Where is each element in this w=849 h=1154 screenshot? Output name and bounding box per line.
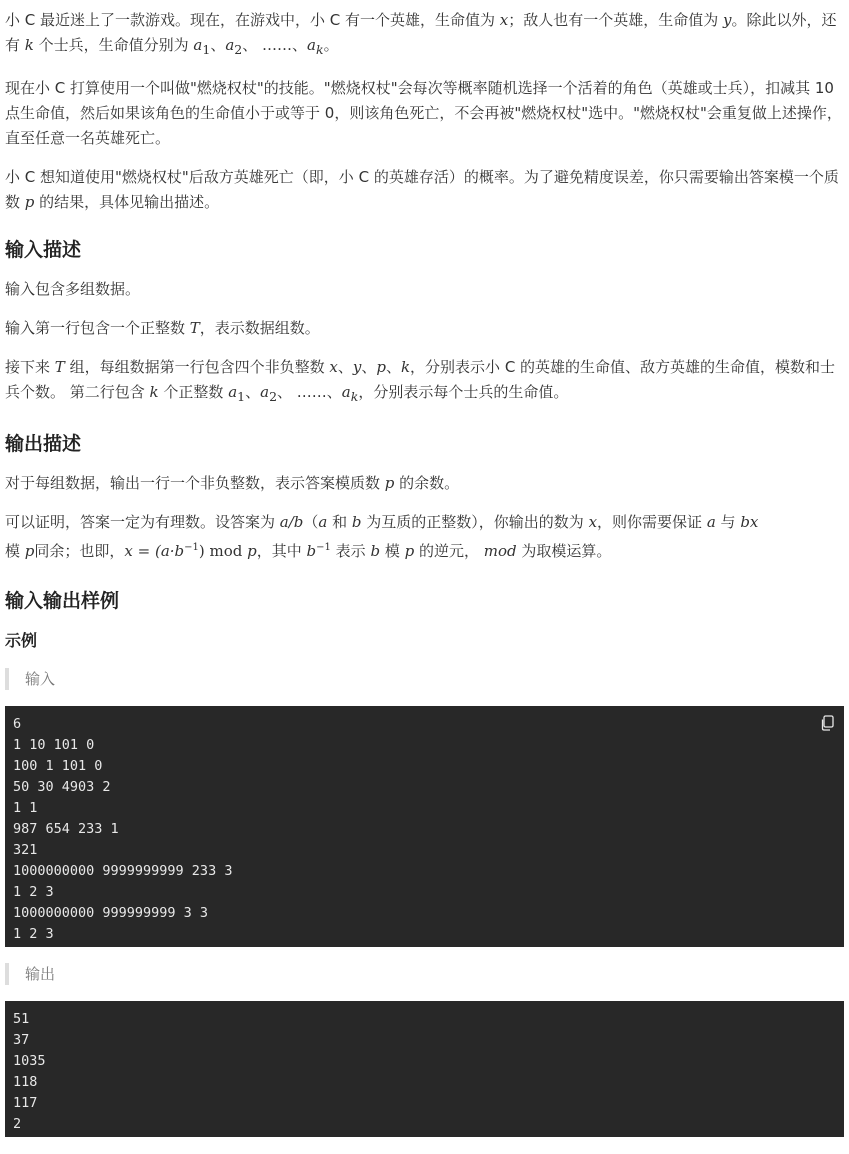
code-line: 2 — [13, 1116, 22, 1132]
text: 、 — [385, 358, 401, 376]
text: 小 C 最近迷上了一款游戏。现在，在游戏中，小 C 有一个英雄，生命值为 — [5, 11, 500, 29]
text: 、 — [210, 36, 226, 54]
math-a: a — [225, 36, 235, 54]
copy-icon[interactable] — [820, 715, 834, 731]
math-formula: x = (a·b — [124, 542, 185, 560]
text: 表示 — [330, 542, 371, 560]
math-p: p — [247, 542, 257, 560]
text: 的结果，具体见输出描述。 — [34, 193, 220, 211]
math-sub: k — [350, 389, 359, 404]
input-paragraph-3 — [5, 355, 844, 409]
code-line: 1 10 101 0 — [13, 737, 95, 753]
math-y: y — [723, 11, 732, 29]
text: 。 — [323, 36, 339, 54]
math-T: T — [189, 319, 200, 337]
text: 个士兵，生命值分别为 — [33, 36, 194, 54]
text: 、 — [245, 383, 261, 401]
output-paragraph-1 — [5, 471, 844, 496]
text: 可以证明，答案一定为有理数。设答案为 — [5, 513, 280, 531]
math-p: p — [384, 474, 395, 492]
code-line: 100 1 101 0 — [13, 758, 103, 774]
math-a: a — [706, 513, 716, 531]
text: 接下来 — [5, 358, 55, 376]
text: 组，每组数据第一行包含四个非负整数 — [64, 358, 330, 376]
math-b: b — [306, 542, 317, 560]
math-p: p — [24, 542, 35, 560]
text: 的余数。 — [394, 474, 460, 492]
code-line: 1000000000 9999999999 233 3 — [13, 863, 233, 879]
goal-paragraph — [5, 165, 844, 215]
text: ，则你需要保证 — [597, 513, 707, 531]
math-T: T — [54, 358, 65, 376]
output-paragraph-2 — [5, 510, 844, 564]
output-label: 输出 — [5, 963, 844, 985]
math-sub: 1 — [202, 42, 211, 57]
math-mod-word: mod — [483, 542, 517, 560]
text: 与 — [715, 513, 741, 531]
code-line: 1035 — [13, 1053, 46, 1069]
math-sub: 2 — [234, 42, 243, 57]
text: 。除此以外，还有 — [5, 11, 837, 54]
code-line: 321 — [13, 842, 38, 858]
code-line: 1 2 3 — [13, 926, 54, 942]
text: 输入第一行包含一个正整数 — [5, 319, 190, 337]
text: 对于每组数据，输出一行一个非负整数，表示答案模质数 — [5, 474, 385, 492]
math-mod: ) mod — [198, 542, 248, 560]
input-label: 输入 — [5, 668, 844, 690]
text: 的逆元， — [414, 542, 484, 560]
input-paragraph-1: 输入包含多组数据。 — [5, 280, 141, 298]
math-p: p — [404, 542, 415, 560]
math-b: b — [370, 542, 381, 560]
problem-statement — [0, 8, 849, 1137]
intro-paragraph — [5, 8, 844, 62]
samples-heading: 输入输出样例 — [5, 590, 120, 612]
math-p: p — [376, 358, 386, 376]
text: 、 — [361, 358, 377, 376]
text: 同余；也即， — [34, 542, 125, 560]
math-a: a — [260, 383, 270, 401]
math-b: b — [351, 513, 362, 531]
math-p: p — [24, 193, 35, 211]
text: （ — [303, 513, 319, 531]
text: 、 — [337, 358, 353, 376]
math-x: x — [588, 513, 598, 531]
example-label: 示例 — [5, 631, 38, 650]
code-line: 37 — [13, 1032, 30, 1048]
math-k: k — [149, 383, 159, 401]
text: 、 ……、 — [242, 36, 308, 54]
text: 模 — [380, 542, 405, 560]
sample-output-block[interactable] — [5, 1001, 844, 1137]
text: 、 ……、 — [277, 383, 342, 401]
code-line: 1 1 — [13, 800, 38, 816]
math-k: k — [24, 36, 34, 54]
text: 为互质的正整数），你输出的数为 — [361, 513, 589, 531]
math-x: x — [329, 358, 338, 376]
code-line: 1 2 3 — [13, 884, 54, 900]
math-sub: 2 — [269, 389, 278, 404]
math-a: a — [341, 383, 351, 401]
code-line: 50 30 4903 2 — [13, 779, 111, 795]
math-bx: bx — [740, 513, 759, 531]
input-paragraph-2 — [5, 316, 844, 341]
code-line: 987 654 233 1 — [13, 821, 119, 837]
sample-output-lines — [13, 1009, 836, 1135]
sample-input-block[interactable] — [5, 706, 844, 947]
math-sub: 1 — [237, 389, 246, 404]
math-a: a — [318, 513, 328, 531]
text: 小 C 想知道使用"燃烧权杖"后敌方英雄死亡（即，小 C 的英雄存活）的概率。为了避免精度误差，你只需要输出答案模一个质数 — [5, 168, 839, 211]
output-heading: 输出描述 — [5, 433, 82, 455]
code-line: 117 — [13, 1095, 38, 1111]
math-sub: k — [315, 42, 324, 57]
code-line: 1000000000 999999999 3 3 — [13, 905, 209, 921]
code-line: 51 — [13, 1011, 30, 1027]
math-sup: −1 — [184, 542, 199, 553]
text: 和 — [327, 513, 352, 531]
math-a: a — [307, 36, 316, 54]
code-line: 118 — [13, 1074, 38, 1090]
skill-paragraph: 现在小 C 打算使用一个叫做"燃烧权杖"的技能。"燃烧权杖"会每次等概率随机选择一个活着的角色（英雄或士兵），扣减其 10 点生命值，然后如果该角色的生命值小于或等于 0，则该角色死亡，不会再被"燃烧权杖"选中。"燃烧权杖"会重复做上述操作，直至任意一名英雄死亡。 — [5, 79, 842, 147]
text: 为取模运算。 — [516, 542, 612, 560]
code-line: 6 — [13, 716, 22, 732]
math-k: k — [400, 358, 411, 376]
math-a: a — [228, 383, 238, 401]
text: ，表示数据组数。 — [199, 319, 320, 337]
text: ，分别表示每个士兵的生命值。 — [358, 383, 569, 401]
text: ，分别表示小 C 的英雄的生命值、敌方英雄的生命值，模数和士兵个数。 第二行包含 — [5, 358, 836, 401]
math-x: x — [499, 11, 509, 29]
text: ，其中 — [256, 542, 307, 560]
text: ；敌人也有一个英雄，生命值为 — [508, 11, 724, 29]
input-heading: 输入描述 — [5, 239, 82, 261]
text: 个正整数 — [158, 383, 229, 401]
math-a-over-b: a/b — [279, 513, 304, 531]
sample-input-lines — [13, 714, 836, 945]
text: 模 — [5, 542, 25, 560]
math-y: y — [352, 358, 362, 376]
math-a: a — [193, 36, 203, 54]
math-sup: −1 — [316, 542, 331, 553]
